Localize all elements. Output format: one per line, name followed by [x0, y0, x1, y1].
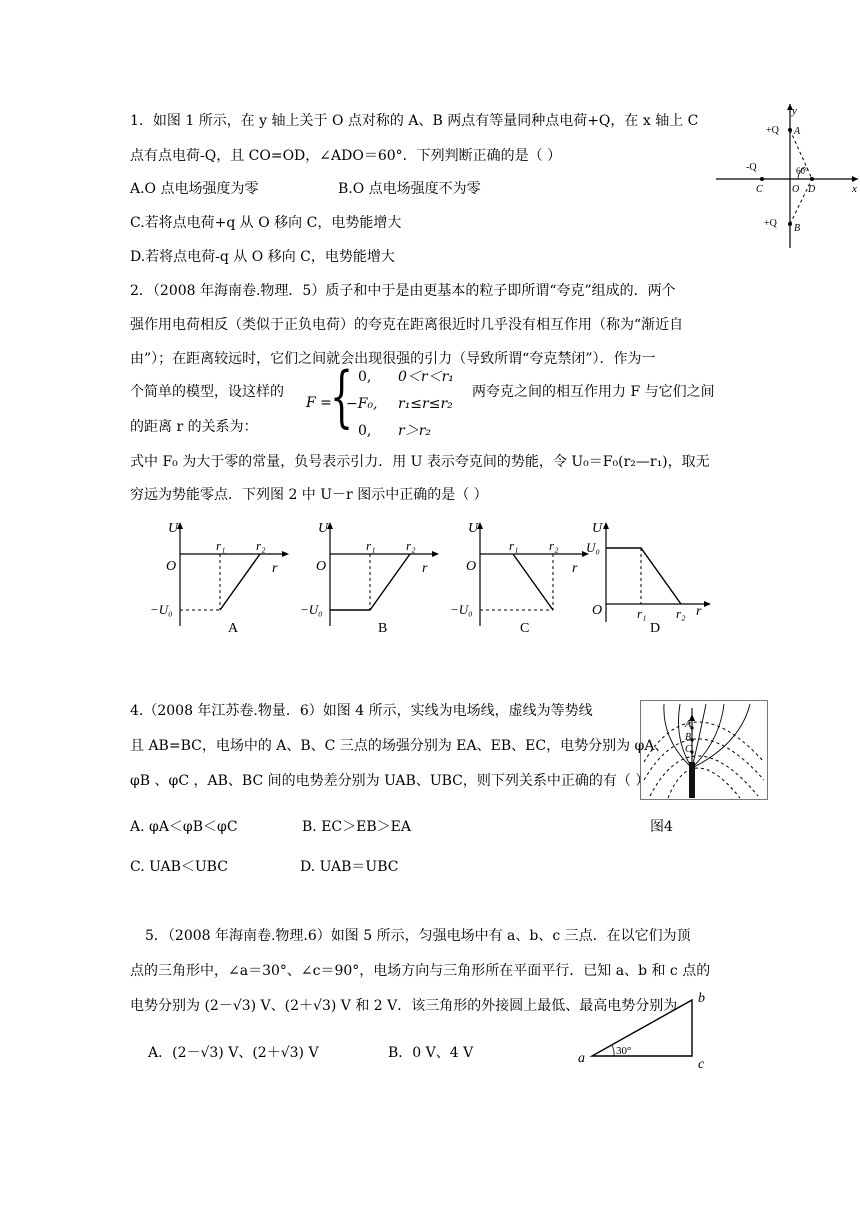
q5-fig-angle-label: 30° — [616, 1045, 632, 1057]
q2-graph-d-u0-label: U₀ — [586, 540, 600, 555]
q4-line3: φB 、φC ，AB、BC 间的电势差分别为 UAB、UBC，则下列关系中正确的有（ ） — [130, 773, 650, 789]
q5-fig-b-label: b — [698, 991, 705, 1006]
q2-graph-c-u0-label: −U₀ — [450, 602, 473, 617]
q2-graph-d — [584, 518, 719, 638]
q2-graph-b-r1-label: r₁ — [366, 538, 376, 553]
q1-fig-y-label: y — [792, 105, 797, 117]
q4-option-d: D. UAB＝UBC — [300, 859, 399, 875]
q2-formula-row3-cond: r＞r₂ — [398, 423, 431, 439]
q2-graph-d-r1-label: r₁ — [637, 606, 647, 621]
q4-line1: 4.（2008 年江苏卷.物量．6）如图 4 所示，实线为电场线，虚线为等势线 — [130, 703, 593, 719]
q1-fig-minus-q: -Q — [746, 162, 757, 173]
q5-line2: 点的三角形中，∠a＝30°、∠c＝90°，电场方向与三角形所在平面平行．已知 a、b 和 c 点的 — [130, 963, 711, 979]
q4-option-a: A. φA＜φB＜φC — [130, 819, 238, 835]
q2-graph-a-o-label: O — [166, 559, 177, 574]
q1-fig-o-label: O — [792, 184, 800, 195]
q2-graph-b-r2-label: r₂ — [406, 538, 416, 553]
q2-graph-d-r2-label: r₂ — [676, 606, 686, 621]
q2-formula-row1-value: 0, — [358, 369, 372, 385]
q5-option-b: B．0 V、4 V — [388, 1045, 474, 1061]
q1-option-c: C.若将点电荷+q 从 O 移向 C，电势能增大 — [130, 215, 402, 231]
q1-option-b: B.O 点电场强度不为零 — [338, 181, 481, 197]
q2-line2: 强作用电荷相反（类似于正负电荷）的夸克在距离很近时几乎没有相互作用（称为“渐近自 — [130, 317, 684, 333]
q2-formula-row2-cond: r₁≤r≤r₂ — [398, 396, 453, 412]
q2-graph-c-letter: C — [520, 621, 530, 636]
q4-figure-caption: 图4 — [650, 819, 673, 835]
q5-fig-a-label: a — [578, 1051, 585, 1066]
q2-line7: 穷远为势能零点．下列图 2 中 U－r 图示中正确的是（ ） — [130, 487, 488, 503]
q2-graph-c — [450, 518, 595, 638]
q2-piecewise-formula — [306, 358, 466, 446]
q2-graph-b — [300, 518, 445, 638]
q2-formula-lhs: F = — [306, 395, 332, 411]
q4-option-c: C. UAB＜UBC — [130, 859, 228, 875]
q2-graph-a-r2-label: r₂ — [256, 538, 266, 553]
q2-graph-b-o-label: O — [316, 559, 327, 574]
q2-graph-d-r-label: r — [696, 604, 702, 619]
q2-graph-b-u0-label: −U₀ — [300, 602, 323, 617]
q2-graph-b-u-label: U — [318, 521, 329, 536]
q1-fig-plus-q-bottom: +Q — [764, 218, 777, 229]
q2-graph-d-letter: D — [650, 621, 661, 636]
q1-line2: 点有点电荷-Q，且 CO=OD，∠ADO＝60°．下列判断正确的是（ ） — [130, 148, 562, 164]
q4-fig-b-label: B — [685, 732, 692, 743]
q2-formula-row2-value: −F₀, — [346, 396, 378, 412]
q2-formula-row1-cond: 0＜r＜r₁ — [398, 369, 454, 385]
q1-fig-x-label: x — [852, 183, 857, 195]
q5-line1: 5．（2008 年海南卷.物理.6）如图 5 所示，匀强电场中有 a、b、c 三点．在以它们为顶 — [145, 928, 691, 944]
q2-graph-a-u0-label: −U₀ — [150, 602, 173, 617]
q2-line4b: 两夸克之间的相互作用力 F 与它们之间 — [472, 384, 715, 400]
q5-line3: 电势分别为 (2－√3) V、(2＋√3) V 和 2 V．该三角形的外接圆上最低、最高电势分别为 — [130, 998, 678, 1014]
q2-graph-a — [150, 518, 295, 638]
q2-line4a: 个简单的模型，设这样的 — [130, 384, 284, 400]
q1-line1: 1．如图 1 所示，在 y 轴上关于 O 点对称的 A、B 两点有等量同种点电荷+Q，在 x 轴上 C — [130, 113, 699, 129]
q1-option-a: A.O 点电场强度为零 — [130, 181, 259, 197]
q2-graph-d-u-label: U — [592, 521, 603, 536]
q1-fig-b-label: B — [794, 223, 801, 234]
q4-figure — [640, 700, 768, 800]
q2-formula-brace: { — [330, 358, 354, 435]
q2-graph-d-o-label: O — [592, 603, 603, 618]
q2-graph-b-r-label: r — [422, 561, 428, 576]
q5-option-a: A．(2－√3) V、(2＋√3) V — [148, 1045, 319, 1061]
q4-fig-c-label: C — [685, 744, 692, 755]
q4-option-b: B. EC＞EB＞EA — [302, 819, 411, 835]
q1-figure — [712, 100, 860, 250]
q2-graph-a-u-label: U — [168, 521, 179, 536]
q2-graph-c-u-label: U — [468, 521, 479, 536]
q1-fig-a-label: A — [794, 126, 801, 137]
q2-line6: 式中 F₀ 为大于零的常量，负号表示引力．用 U 表示夸克间的势能，令 U₀＝F₀(r₂—r₁)，取无 — [130, 454, 710, 470]
q2-graph-b-letter: B — [378, 621, 388, 636]
q2-line1: 2．（2008 年海南卷.物理．5）质子和中于是由更基本的粒子即所谓“夸克”组成的．两个 — [130, 283, 676, 299]
q2-line3: 由”）；在距离较远时，它们之间就会出现很强的引力（导致所谓“夸克禁闭”）．作为一 — [130, 351, 656, 367]
q1-fig-angle-label: 60° — [796, 166, 809, 176]
q2-graph-c-o-label: O — [466, 559, 477, 574]
q1-fig-c-label: C — [756, 184, 763, 195]
q1-fig-plus-q-top: +Q — [766, 125, 779, 136]
q1-option-d: D.若将点电荷-q 从 O 移向 C，电势能增大 — [130, 249, 395, 265]
q2-graph-a-letter: A — [228, 621, 239, 636]
q5-fig-c-label: c — [698, 1057, 705, 1070]
q2-line5: 的距离 r 的关系为： — [130, 419, 258, 435]
q2-graph-c-r1-label: r₁ — [509, 538, 519, 553]
q2-graph-a-r-label: r — [272, 561, 278, 576]
q2-graph-a-r1-label: r₁ — [216, 538, 226, 553]
q1-fig-d-label: D — [808, 184, 816, 195]
q2-graph-c-r2-label: r₂ — [549, 538, 559, 553]
q4-fig-a-label: A — [685, 719, 692, 730]
q2-formula-row3-value: 0, — [358, 423, 372, 439]
q4-line2: 且 AB=BC，电场中的 A、B、C 三点的场强分别为 EA、EB、EC，电势分别为 φA、 — [130, 738, 669, 754]
q5-figure — [574, 986, 714, 1070]
q2-graph-c-r-label: r — [572, 561, 578, 576]
